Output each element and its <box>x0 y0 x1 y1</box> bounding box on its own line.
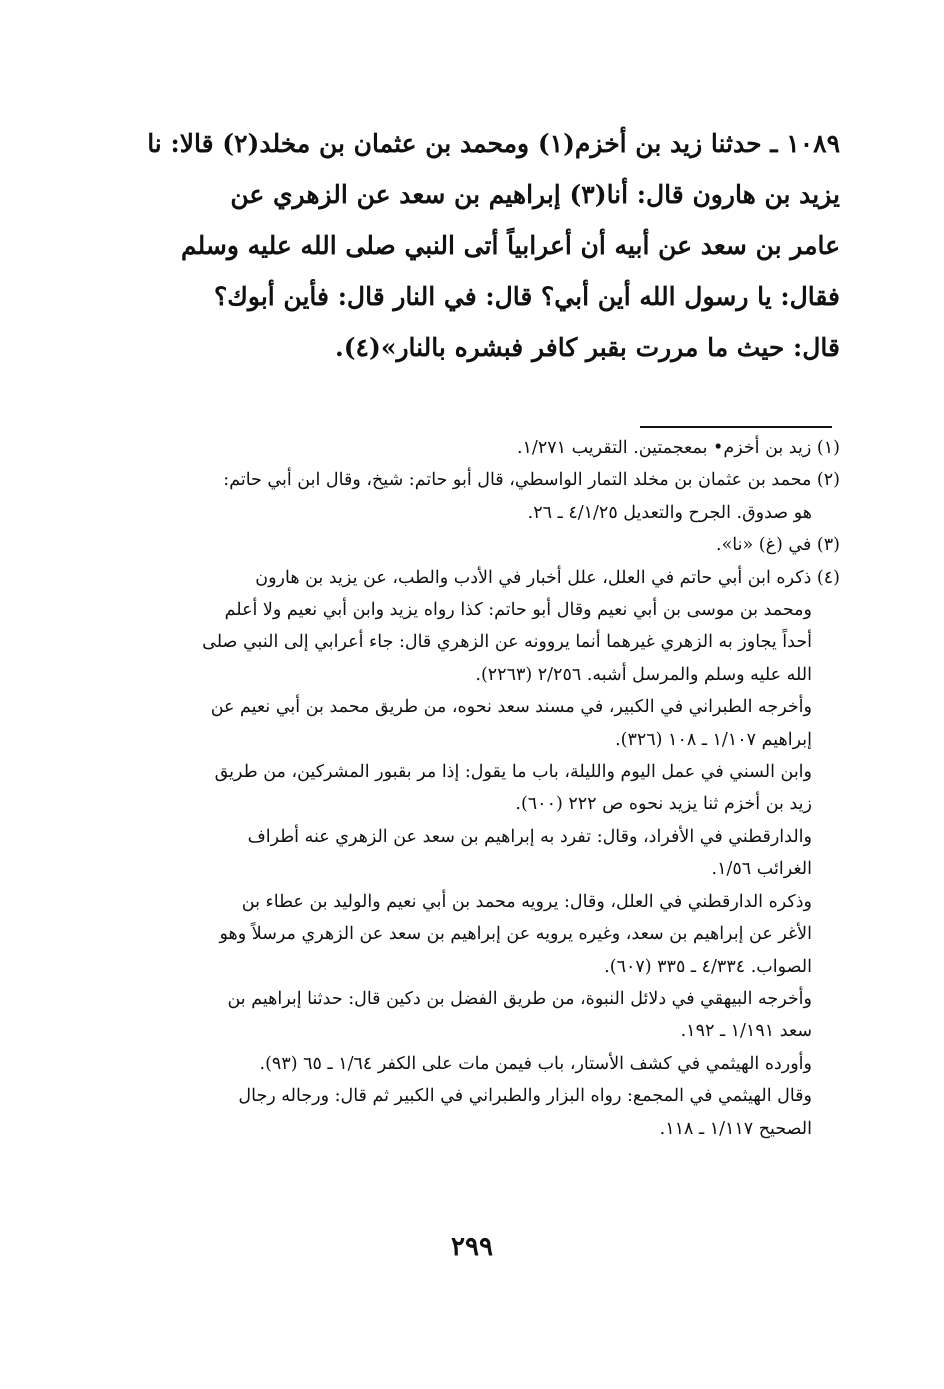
footnote-line: الأغر عن إبراهيم بن سعد، وغيره يرويه عن إبراهيم بن سعد عن الزهري مرسلاً وهو <box>219 924 812 945</box>
footnote-1 <box>128 432 840 464</box>
footnote-line: وأخرجه الطبراني في الكبير، في مسند سعد نحوه، من طريق محمد بن أبي نعيم عن <box>210 697 812 718</box>
footnote-line: والدارقطني في الأفراد، وقال: تفرد به إبراهيم بن سعد عن الزهري عنه أطراف <box>247 826 812 847</box>
footnotes <box>128 432 840 1145</box>
footnote-line: وذكره الدارقطني في العلل، وقال: يرويه محمد بن أبي نعيم والوليد بن عطاء بن <box>241 891 812 912</box>
footnote-line: (٣) في (غ) «نا». <box>716 535 840 556</box>
footnote-line: الله عليه وسلم والمرسل أشبه. ٢/٢٥٦ (٢٢٦٣). <box>475 664 812 685</box>
footnote-line: ومحمد بن موسى بن أبي نعيم وقال أبو حاتم: كذا رواه يزيد وابن أبي نعيم ولا أعلم <box>224 600 812 621</box>
footnote-paragraph <box>128 983 840 1048</box>
footnote-line: الصواب. ٤/٣٣٤ ـ ٣٣٥ (٦٠٧). <box>604 956 812 977</box>
footnote-paragraph <box>128 1048 840 1080</box>
hadith-line: ١٠٨٩ ـ حدثنا زيد بن أخزم(١) ومحمد بن عثمان بن مخلد(٢) قالا: نا <box>147 129 840 158</box>
footnote-2 <box>128 464 840 529</box>
footnote-4 <box>128 562 840 692</box>
hadith-line: يزيد بن هارون قال: أنا(٣) إبراهيم بن سعد عن الزهري عن <box>230 180 840 209</box>
hadith-line: قال: حيث ما مررت بقبر كافر فبشره بالنار»(٤). <box>335 333 840 362</box>
footnote-paragraph <box>128 821 840 886</box>
footnote-line: الصحيح ١/١١٧ ـ ١١٨. <box>659 1118 812 1139</box>
footnote-line: زيد بن أخزم ثنا يزيد نحوه ص ٢٢٢ (٦٠٠). <box>515 794 812 815</box>
footnote-line: إبراهيم ١/١٠٧ ـ ١٠٨ (٣٢٦). <box>615 729 812 750</box>
footnote-line: (٤) ذكره ابن أبي حاتم في العلل، علل أخبار في الأدب والطب، عن يزيد بن هارون <box>255 567 840 588</box>
footnote-paragraph <box>128 756 840 821</box>
footnote-line: وقال الهيثمي في المجمع: رواه البزار والطبراني في الكبير ثم قال: ورجاله رجال <box>238 1086 812 1107</box>
footnote-paragraph <box>128 1080 840 1145</box>
footnote-3 <box>128 529 840 561</box>
footnote-line: الغرائب ١/٥٦. <box>711 859 812 880</box>
hadith-line: عامر بن سعد عن أبيه أن أعرابياً أتى النبي صلى الله عليه وسلم <box>181 231 840 260</box>
footnote-paragraph <box>128 886 840 983</box>
page-number: ٢٩٩ <box>451 1232 493 1262</box>
footnote-line: وأخرجه البيهقي في دلائل النبوة، من طريق الفضل بن دكين قال: حدثنا إبراهيم بن <box>227 988 812 1009</box>
footnote-line: وأورده الهيثمي في كشف الأستار، باب فيمن مات على الكفر ١/٦٤ ـ ٦٥ (٩٣). <box>259 1053 812 1074</box>
footnote-line: وابن السني في عمل اليوم والليلة، باب ما يقول: إذا مر بقبور المشركين، من طريق <box>214 762 812 783</box>
footnote-line: (١) زيد بن أخزم• بمعجمتين. التقريب ١/٢٧١. <box>516 438 840 458</box>
hadith-line: فقال: يا رسول الله أين أبي؟ قال: في النار قال: فأين أبوك؟ <box>214 282 840 311</box>
hadith-text <box>118 118 840 373</box>
footnote-line: هو صدوق. الجرح والتعديل ٤/١/٢٥ ـ ٢٦. <box>527 502 812 523</box>
footnote-line: أحداً يجاوز به الزهري غيرهما أنما يروونه عن الزهري قال: جاء أعرابي إلى النبي صلى <box>202 632 812 653</box>
footnote-paragraph <box>128 691 840 756</box>
footnote-separator <box>640 426 832 428</box>
footnote-line: سعد ١/١٩١ ـ ١٩٢. <box>680 1021 812 1042</box>
footnote-line: (٢) محمد بن عثمان بن مخلد التمار الواسطي، قال أبو حاتم: شيخ، وقال ابن أبي حاتم: <box>223 470 840 491</box>
